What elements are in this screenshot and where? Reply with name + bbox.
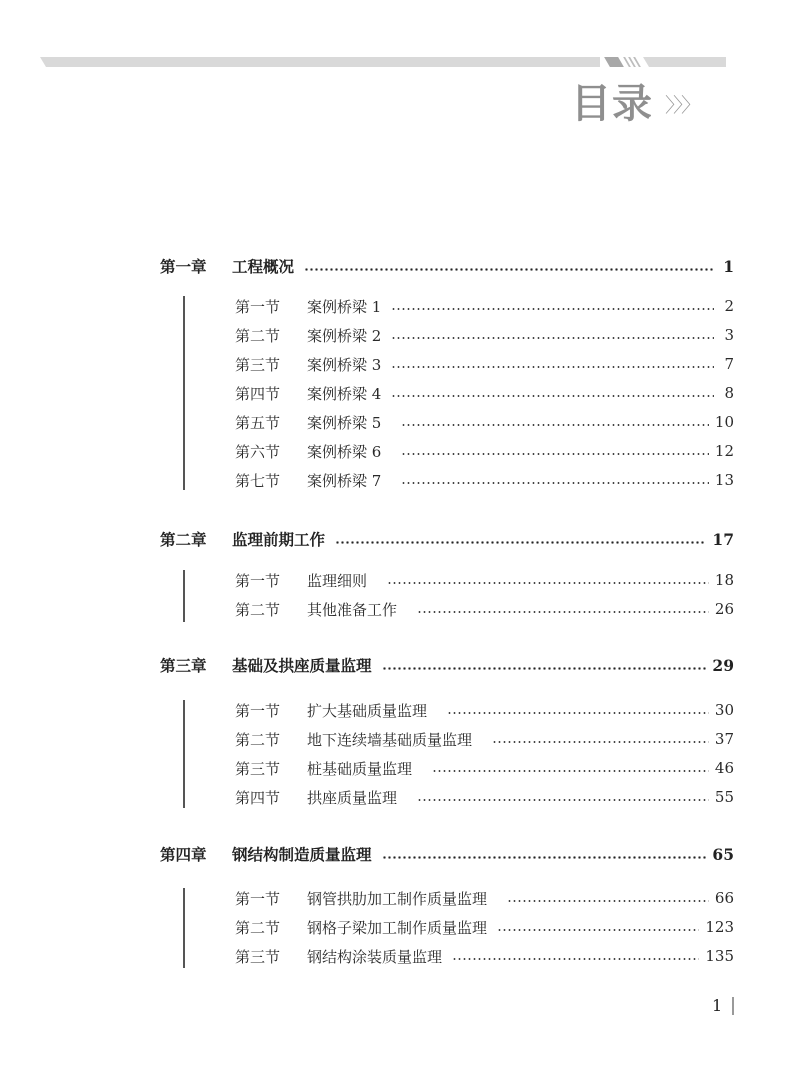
page-number: 1 (712, 996, 723, 1015)
section-number: 第一节 (235, 701, 281, 720)
section-title: 拱座质量监理 (307, 788, 398, 807)
toc-section[interactable] (235, 294, 734, 318)
chapter-title: 基础及拱座质量监理 (232, 656, 372, 675)
section-title: 监理细则 (307, 571, 368, 590)
toc-chapter[interactable] (160, 842, 734, 866)
section-title: 桩基础质量监理 (307, 759, 413, 778)
section-title: 案例桥梁 2 (307, 326, 382, 345)
toc-section[interactable] (235, 323, 734, 347)
section-page: 37 (714, 730, 734, 748)
dot-leader (401, 453, 709, 455)
chevron-right-icon: 〉〉〉 (665, 93, 699, 117)
section-title: 钢管拱肋加工制作质量监理 (307, 889, 488, 908)
section-page: 30 (714, 701, 734, 719)
section-title: 其他准备工作 (307, 600, 398, 619)
chapter-page: 29 (712, 655, 734, 675)
toc-section[interactable] (235, 698, 734, 722)
chapter-page: 65 (712, 844, 734, 864)
toc-section[interactable] (235, 468, 734, 492)
section-number: 第三节 (235, 355, 281, 374)
chapter-title: 工程概况 (232, 257, 295, 276)
section-number: 第三节 (235, 759, 281, 778)
section-number: 第一节 (235, 571, 281, 590)
section-number: 第六节 (235, 442, 281, 461)
dot-leader (417, 611, 709, 613)
toc-section[interactable] (235, 597, 734, 621)
section-number: 第二节 (235, 918, 281, 937)
section-title: 钢结构涂装质量监理 (307, 947, 443, 966)
chapter-page: 1 (723, 256, 734, 276)
dot-leader (497, 929, 699, 931)
dot-leader (391, 308, 714, 310)
section-group-bar (183, 570, 185, 622)
chapter-number: 第二章 (160, 530, 207, 549)
page-title: 目录 (571, 81, 653, 127)
section-title: 案例桥梁 5 (307, 413, 382, 432)
toc-section[interactable] (235, 915, 734, 939)
toc-section[interactable] (235, 410, 734, 434)
section-title: 案例桥梁 1 (307, 297, 382, 316)
section-number: 第四节 (235, 384, 281, 403)
section-page: 8 (724, 384, 734, 402)
dot-leader (417, 799, 709, 801)
chapter-title: 监理前期工作 (232, 530, 326, 549)
section-page: 13 (714, 471, 734, 489)
dot-leader (507, 900, 709, 902)
dot-leader (304, 268, 714, 271)
chapter-page: 17 (712, 529, 734, 549)
dot-leader (391, 366, 714, 368)
section-title: 地下连续墙基础质量监理 (307, 730, 473, 749)
section-number: 第二节 (235, 600, 281, 619)
section-page: 55 (714, 788, 734, 806)
toc-chapter[interactable] (160, 254, 734, 278)
dot-leader (447, 712, 709, 714)
dot-leader (382, 667, 707, 670)
section-number: 第七节 (235, 471, 281, 490)
section-number: 第二节 (235, 730, 281, 749)
section-page: 46 (714, 759, 734, 777)
section-page: 66 (714, 889, 734, 907)
section-page: 3 (724, 326, 734, 344)
toc-section[interactable] (235, 944, 734, 968)
section-group-bar (183, 700, 185, 808)
dot-leader (432, 770, 709, 772)
toc-section[interactable] (235, 886, 734, 910)
section-number: 第一节 (235, 889, 281, 908)
dot-leader (401, 424, 709, 426)
dot-leader (492, 741, 709, 743)
header-bar-accent (604, 57, 624, 67)
section-title: 案例桥梁 4 (307, 384, 382, 403)
chapter-number: 第三章 (160, 656, 207, 675)
decorative-header-bar (40, 57, 726, 67)
section-number: 第四节 (235, 788, 281, 807)
page-number-divider (732, 997, 734, 1015)
dot-leader (401, 482, 709, 484)
section-group-bar (183, 888, 185, 968)
dot-leader (452, 958, 699, 960)
section-title: 案例桥梁 6 (307, 442, 382, 461)
section-page: 10 (714, 413, 734, 431)
section-number: 第一节 (235, 297, 281, 316)
section-page: 123 (705, 918, 734, 936)
section-number: 第二节 (235, 326, 281, 345)
section-title: 案例桥梁 3 (307, 355, 382, 374)
chapter-title: 钢结构制造质量监理 (232, 845, 372, 864)
dot-leader (382, 856, 707, 859)
dot-leader (387, 582, 709, 584)
toc-section[interactable] (235, 785, 734, 809)
section-page: 26 (714, 600, 734, 618)
section-page: 18 (714, 571, 734, 589)
toc-section[interactable] (235, 439, 734, 463)
header-bar-left (40, 57, 600, 67)
section-number: 第三节 (235, 947, 281, 966)
toc-section[interactable] (235, 352, 734, 376)
section-title: 扩大基础质量监理 (307, 701, 428, 720)
section-page: 135 (705, 947, 734, 965)
toc-chapter[interactable] (160, 527, 734, 551)
section-page: 2 (724, 297, 734, 315)
chapter-number: 第一章 (160, 257, 207, 276)
section-title: 钢格子梁加工制作质量监理 (307, 918, 488, 937)
toc-chapter[interactable] (160, 653, 734, 677)
header-bar-right (643, 57, 726, 67)
toc-section[interactable] (235, 381, 734, 405)
toc-section[interactable] (235, 756, 734, 780)
dot-leader (391, 395, 714, 397)
section-group-bar (183, 296, 185, 490)
dot-leader (391, 337, 714, 339)
toc-section[interactable] (235, 727, 734, 751)
section-page: 7 (724, 355, 734, 373)
section-page: 12 (714, 442, 734, 460)
section-number: 第五节 (235, 413, 281, 432)
chapter-number: 第四章 (160, 845, 207, 864)
toc-section[interactable] (235, 568, 734, 592)
dot-leader (335, 541, 706, 544)
section-title: 案例桥梁 7 (307, 471, 382, 490)
